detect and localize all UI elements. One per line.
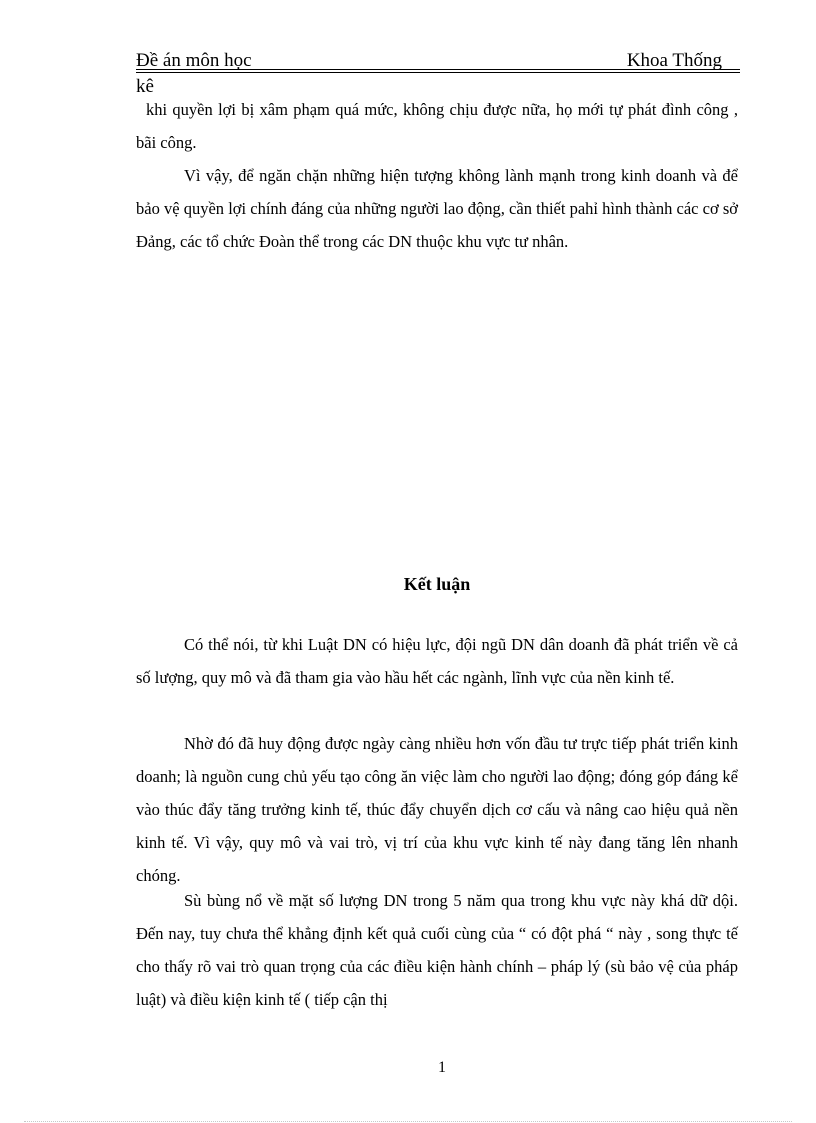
paragraph-enterprise-law: Có thể nói, từ khi Luật DN có hiệu lực, đội ngũ DN dân doanh đã phát triển về cả số lượng, quy mô và đã tham gia vào hầu hết các ngành, lĩnh vực của nền kinh tế. [136,635,738,687]
paragraph-enterprise-boom: Sù bùng nổ về mặt số lượng DN trong 5 năm qua trong khu vực này khá dữ dội. Đến nay, tuy chưa thể khẳng định kết quả cuối cùng của “ có đột phá “ này , song thực tế cho thấy rõ vai trò quan trọng của các điều kiện hành chính – pháp lý (sù bảo vệ của pháp luật) và điều kiện kinh tế ( tiếp cận thị [136,891,738,1009]
header-rule-bottom [136,72,740,73]
header-faculty-name: Khoa Thống [626,50,722,71]
header-faculty-name-wrap: kê [136,76,154,97]
paragraph-investment-mobilization: Nhờ đó đã huy động được ngày càng nhiều hơn vốn đầu tư trực tiếp phát triển kinh doanh; là nguồn cung chủ yếu tạo công ăn việc làm cho người lao động; đóng góp đáng kể vào thúc đẩy tăng trưởng kinh tế, thúc đẩy chuyển dịch cơ cấu và nâng cao hiệu quả nền kinh tế. Vì vậy, quy mô và vai trò, vị trí của khu vực kinh tế này đang tăng lên nhanh chóng. [136,734,738,885]
page-header [136,50,740,74]
header-course-title: Đề án môn học [136,50,252,71]
page-bottom-border [24,1121,792,1122]
paragraph-party-organizations: Vì vậy, để ngăn chặn những hiện tượng không lành mạnh trong kinh doanh và để bảo vệ quyền lợi chính đáng của những người lao động, cần thiết pahỉ hình thành các cơ sở Đảng, các tổ chức Đoàn thể trong các DN thuộc khu vực tư nhân. [136,166,738,251]
section-title-conclusion: Kết luận [403,574,471,594]
paragraph-strike-action: khi quyền lợi bị xâm phạm quá mức, không chịu được nữa, họ mới tự phát đình công , bãi công. [136,100,738,152]
page-number: 1 [438,1059,446,1076]
header-rule-top [136,69,740,70]
